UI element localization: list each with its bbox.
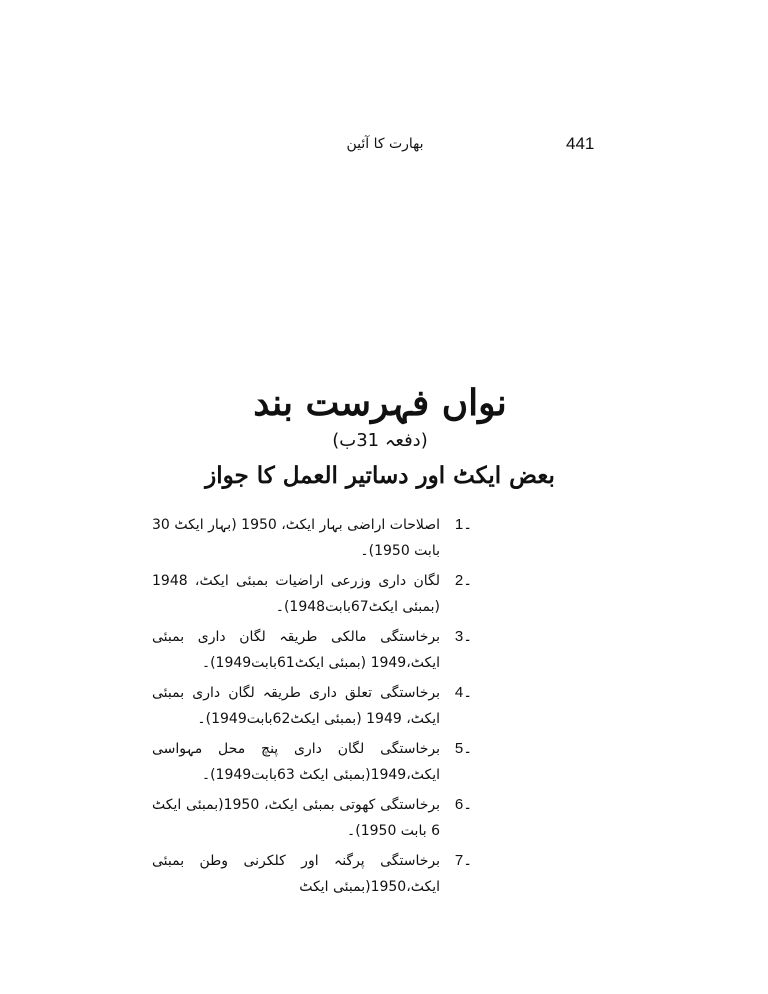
list-item-number: 3۔ bbox=[454, 628, 472, 645]
list-item-text: برخاستگی تعلق داری طریقہ لگان داری بمبئی ایکٹ، 1949 (بمبئی ایکٹ62بابت1949)۔ bbox=[152, 685, 440, 727]
list-item bbox=[152, 512, 472, 564]
list-item-text: برخاستگی پرگنہ اور کلکرنی وطن بمبئی ایکٹ،1950(بمبئی ایکٹ bbox=[152, 853, 440, 895]
list-item-number: 7۔ bbox=[454, 852, 472, 869]
list-item-number: 4۔ bbox=[454, 684, 472, 701]
act-list bbox=[152, 512, 472, 904]
list-item-number: 5۔ bbox=[454, 740, 472, 757]
list-item-text: اصلاحات اراضی بہار ایکٹ، 1950 (بہار ایکٹ 30 بابت 1950)۔ bbox=[152, 517, 440, 559]
list-item-text: برخاستگی لگان داری پنچ محل مہواسی ایکٹ،1949(بمبئی ایکٹ 63بابت1949)۔ bbox=[152, 741, 440, 783]
list-item bbox=[152, 792, 472, 844]
list-item-text: برخاستگی کھوتی بمبئی ایکٹ، 1950(بمبئی ایکٹ 6 بابت 1950)۔ bbox=[152, 797, 440, 839]
list-item bbox=[152, 848, 472, 900]
list-item bbox=[152, 680, 472, 732]
list-item bbox=[152, 736, 472, 788]
list-item bbox=[152, 624, 472, 676]
list-item-number: 2۔ bbox=[454, 572, 472, 589]
list-item-number: 6۔ bbox=[454, 796, 472, 813]
article-reference: (دفعہ 31ب) bbox=[332, 430, 428, 451]
running-head: بھارت کا آئین bbox=[346, 136, 424, 152]
schedule-title: نواں فہرست بند bbox=[253, 382, 507, 424]
section-heading: بعض ایکٹ اور دساتیر العمل کا جواز bbox=[205, 462, 555, 489]
list-item-text: لگان داری وزرعی اراضیات بمبئی ایکٹ، 1948 (بمبئی ایکٹ67بابت1948)۔ bbox=[152, 573, 440, 615]
page-number: 441 bbox=[566, 134, 595, 153]
list-item-text: برخاستگی مالکی طریقہ لگان داری بمبئی ایکٹ،1949 (بمبئی ایکٹ61بابت1949)۔ bbox=[152, 629, 440, 671]
list-item bbox=[152, 568, 472, 620]
list-item-number: 1۔ bbox=[454, 516, 472, 533]
